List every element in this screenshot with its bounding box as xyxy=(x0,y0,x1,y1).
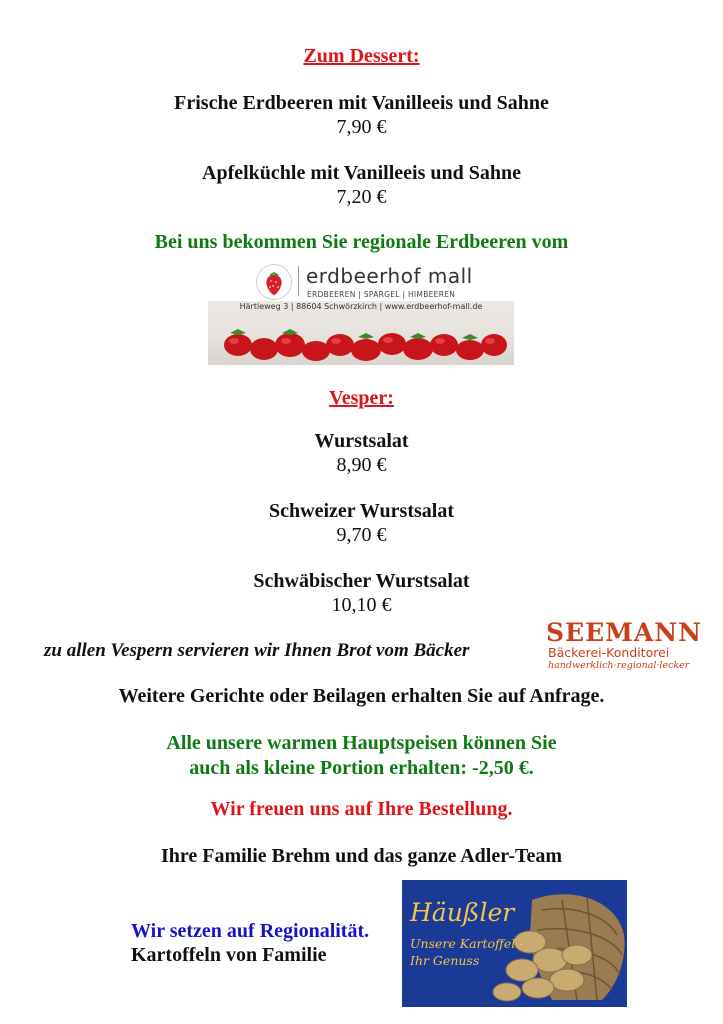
vesper-item-2-name: Schweizer Wurstsalat xyxy=(269,500,454,522)
regional-strawberry-note: Bei uns bekommen Sie regionale Erdbeeren vom xyxy=(154,231,569,253)
dessert-item-1-name: Frische Erdbeeren mit Vanilleeis und Sahne xyxy=(174,92,549,114)
erdbeerhof-logo xyxy=(208,261,514,365)
signature: Ihre Familie Brehm und das ganze Adler-Team xyxy=(160,845,563,867)
more-dishes-note: Weitere Gerichte oder Beilagen erhalten Sie auf Anfrage. xyxy=(118,685,605,707)
haeussler-line-2: Ihr Genuss xyxy=(410,953,480,968)
erdbeerhof-tagline: ERDBEEREN | SPARGEL | HIMBEEREN xyxy=(307,290,456,299)
regionality-note: Wir setzen auf Regionalität. xyxy=(131,920,370,942)
vesper-item-2-price: 9,70 € xyxy=(336,524,387,546)
erdbeerhof-address: Härtleweg 3 | 88604 Schwörzkirch | www.erdbeerhof-mall.de xyxy=(239,302,483,311)
dessert-heading: Zum Dessert: xyxy=(303,45,420,67)
seemann-logo xyxy=(543,618,703,672)
order-note: Wir freuen uns auf Ihre Bestellung. xyxy=(210,798,513,820)
dessert-item-2-price: 7,20 € xyxy=(336,186,387,208)
vesper-heading: Vesper: xyxy=(329,387,394,409)
seemann-subtitle: Bäckerei-Konditorei xyxy=(548,645,670,660)
vesper-item-3-price: 10,10 € xyxy=(331,594,392,616)
bread-note: zu allen Vespern servieren wir Ihnen Brot vom Bäcker xyxy=(44,640,470,661)
strawberries-photo xyxy=(208,301,514,365)
strawberry-badge-icon xyxy=(256,264,292,300)
seemann-name: SEEMANN xyxy=(546,618,702,647)
dessert-item-1-price: 7,90 € xyxy=(336,116,387,138)
vesper-item-3-name: Schwäbischer Wurstsalat xyxy=(253,570,470,592)
erdbeerhof-brand: erdbeerhof mall xyxy=(306,264,473,288)
small-portion-line-2: auch als kleine Portion erhalten: -2,50 €. xyxy=(189,757,534,779)
vesper-item-1-price: 8,90 € xyxy=(336,454,387,476)
logo-divider xyxy=(298,266,299,296)
potatoes-note: Kartoffeln von Familie xyxy=(131,944,327,966)
small-portion-line-1: Alle unsere warmen Hauptspeisen können Sie xyxy=(166,732,557,754)
haeussler-line-1: Unsere Kartoffel - xyxy=(410,936,524,951)
seemann-slogan: handwerklich·regional·lecker xyxy=(548,660,690,671)
dessert-item-2-name: Apfelküchle mit Vanilleeis und Sahne xyxy=(202,162,521,184)
haeussler-logo xyxy=(402,880,627,1007)
haeussler-name: Häußler xyxy=(410,898,515,927)
vesper-item-1-name: Wurstsalat xyxy=(314,430,409,452)
